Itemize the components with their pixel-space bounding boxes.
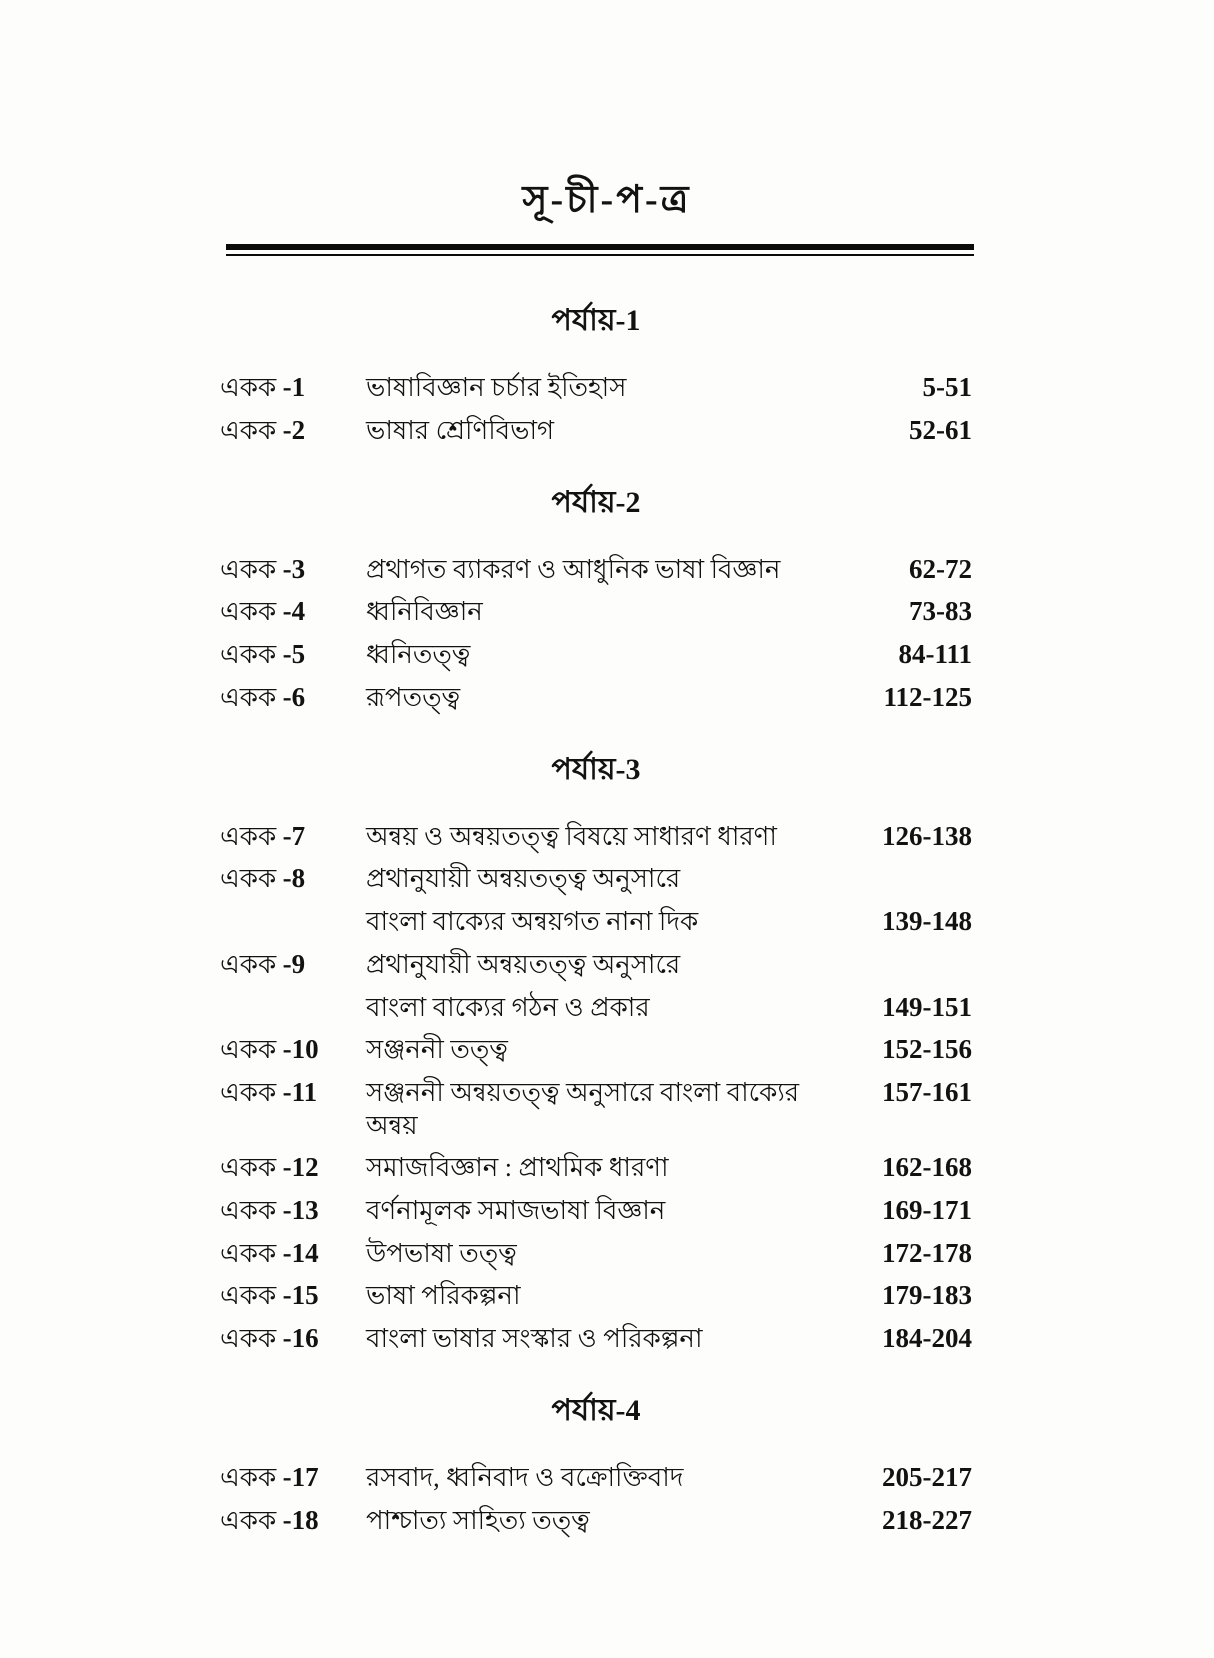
toc-row	[220, 820, 972, 854]
toc-row-continuation	[220, 991, 972, 1025]
section-heading: পর্যায়-1	[551, 304, 641, 337]
unit-number: -4	[282, 596, 306, 627]
toc-row	[220, 1279, 972, 1313]
row-title: ধ্বনিতত্ত্ব	[366, 640, 471, 669]
unit-word: একক	[220, 597, 277, 627]
unit-word: একক	[220, 1035, 277, 1065]
unit-word: একক	[220, 1153, 277, 1182]
unit-number: -17	[282, 1461, 319, 1492]
unit-label	[220, 553, 366, 587]
row-title: বাংলা ভাষার সংস্কার ও পরিকল্পনা	[366, 1324, 703, 1353]
unit-number: -10	[282, 1034, 319, 1065]
unit-label	[220, 1033, 366, 1067]
unit-label	[220, 1194, 366, 1228]
unit-number: -6	[282, 681, 306, 712]
unit-label	[220, 862, 366, 896]
unit-word: একক	[220, 1462, 277, 1492]
page-range: 162-168	[882, 1152, 972, 1182]
unit-number: -8	[282, 863, 306, 894]
row-title: প্রথাগত ব্যাকরণ ও আধুনিক ভাষা বিজ্ঞান	[366, 554, 781, 584]
toc-row	[220, 414, 972, 448]
unit-number: -18	[282, 1504, 319, 1535]
unit-word: একক	[220, 864, 277, 894]
unit-label	[220, 414, 366, 448]
unit-word: একক	[220, 640, 277, 669]
row-title: সঞ্জননী তত্ত্ব	[366, 1035, 508, 1065]
row-title: প্রথানুযায়ী অন্বয়তত্ত্ব অনুসারে	[366, 864, 681, 894]
toc-row	[220, 1237, 972, 1271]
row-title: রূপতত্ত্ব	[366, 682, 461, 712]
unit-number: -13	[282, 1194, 319, 1225]
row-title: সমাজবিজ্ঞান : প্রাথমিক ধারণা	[366, 1153, 669, 1182]
unit-word: একক	[220, 1078, 277, 1107]
row-title: রসবাদ, ধ্বনিবাদ ও বক্রোক্তিবাদ	[366, 1462, 684, 1492]
page-range: 218-227	[882, 1504, 972, 1535]
unit-word: একক	[220, 1281, 277, 1311]
page-range: 205-217	[882, 1461, 972, 1492]
page-range: 84-111	[898, 639, 972, 669]
toc-row	[220, 1504, 972, 1538]
page-range: 5-51	[922, 372, 972, 402]
page-range: 139-148	[882, 906, 972, 936]
row-title: ভাষা পরিকল্পনা	[366, 1281, 521, 1311]
toc-row	[220, 553, 972, 587]
page-range: 149-151	[882, 991, 972, 1022]
unit-label	[220, 681, 366, 715]
unit-label	[220, 1461, 366, 1495]
toc-row	[220, 595, 972, 629]
unit-label	[220, 638, 366, 672]
unit-number: -7	[282, 820, 306, 851]
toc-row-continuation	[220, 905, 972, 939]
section-heading: পর্যায়-2	[551, 485, 641, 519]
row-title-continuation: বাংলা বাক্যের অন্বয়গত নানা দিক	[366, 907, 699, 936]
page-range: 169-171	[882, 1194, 972, 1225]
toc-row	[220, 681, 972, 715]
row-title: প্রথানুযায়ী অন্বয়তত্ত্ব অনুসারে	[366, 949, 681, 979]
unit-label	[220, 1322, 366, 1356]
unit-word: একক	[220, 1238, 277, 1268]
row-title: পাশ্চাত্য সাহিত্য তত্ত্ব	[366, 1505, 590, 1535]
unit-label	[220, 1151, 366, 1185]
unit-word: একক	[220, 821, 277, 851]
section-heading: পর্যায়-3	[551, 752, 641, 786]
unit-label	[220, 595, 366, 629]
row-title: ভাষার শ্রেণিবিভাগ	[366, 415, 555, 445]
page-range: 157-161	[882, 1077, 972, 1107]
unit-number: -5	[282, 639, 306, 669]
row-title: ধ্বনিবিজ্ঞান	[366, 597, 483, 627]
toc-row	[220, 371, 972, 405]
unit-number: -15	[282, 1280, 319, 1311]
toc-row	[220, 1194, 972, 1228]
page-range: 73-83	[909, 596, 972, 627]
unit-number: -2	[282, 414, 306, 445]
toc-row	[220, 1033, 972, 1067]
unit-word: একক	[220, 373, 277, 402]
unit-word: একক	[220, 682, 277, 712]
unit-number: -16	[282, 1323, 319, 1353]
unit-word: একক	[220, 1324, 277, 1353]
row-title: অন্বয় ও অন্বয়তত্ত্ব বিষয়ে সাধারণ ধারণা	[366, 821, 777, 851]
toc-row	[220, 1322, 972, 1356]
unit-word: একক	[220, 1195, 277, 1225]
row-title: বর্ণনামূলক সমাজভাষা বিজ্ঞান	[366, 1195, 666, 1225]
row-title-continuation: বাংলা বাক্যের গঠন ও প্রকার	[366, 992, 650, 1022]
unit-word: একক	[220, 415, 277, 445]
toc-row	[220, 948, 972, 982]
page-title: সূ-চী-প-ত্র	[522, 179, 692, 221]
unit-number: -3	[282, 553, 306, 584]
unit-number: -12	[282, 1152, 319, 1182]
unit-word: একক	[220, 949, 277, 979]
row-title: ভাষাবিজ্ঞান চর্চার ইতিহাস	[366, 373, 627, 402]
unit-label	[220, 1279, 366, 1313]
unit-word: একক	[220, 1505, 277, 1535]
unit-label	[220, 1237, 366, 1271]
unit-word: একক	[220, 554, 277, 584]
toc-row	[220, 862, 972, 896]
toc-row	[220, 638, 972, 672]
unit-number: -9	[282, 948, 306, 979]
page-range: 152-156	[882, 1034, 972, 1065]
toc-row	[220, 1076, 972, 1142]
row-title: উপভাষা তত্ত্ব	[366, 1238, 517, 1268]
page-range: 179-183	[882, 1280, 972, 1311]
toc-row	[220, 1461, 972, 1495]
toc-row	[220, 1151, 972, 1185]
toc-content	[220, 282, 972, 1546]
unit-label	[220, 820, 366, 854]
unit-number: -1	[282, 372, 306, 402]
unit-number: -11	[282, 1077, 318, 1107]
page-range: 112-125	[883, 681, 972, 712]
section-heading: পর্যায়-4	[551, 1393, 641, 1427]
unit-label	[220, 1504, 366, 1538]
page-range: 172-178	[882, 1237, 972, 1268]
page-range: 126-138	[882, 820, 972, 851]
row-title: সঞ্জননী অন্বয়তত্ত্ব অনুসারে বাংলা বাক্যের অন্বয়	[366, 1078, 800, 1140]
unit-label	[220, 1076, 366, 1110]
unit-label	[220, 371, 366, 405]
page-range: 184-204	[882, 1323, 972, 1353]
page-range: 52-61	[909, 414, 972, 445]
page-range: 62-72	[909, 553, 972, 584]
unit-number: -14	[282, 1237, 319, 1268]
divider-rule	[226, 244, 974, 256]
unit-label	[220, 948, 366, 982]
